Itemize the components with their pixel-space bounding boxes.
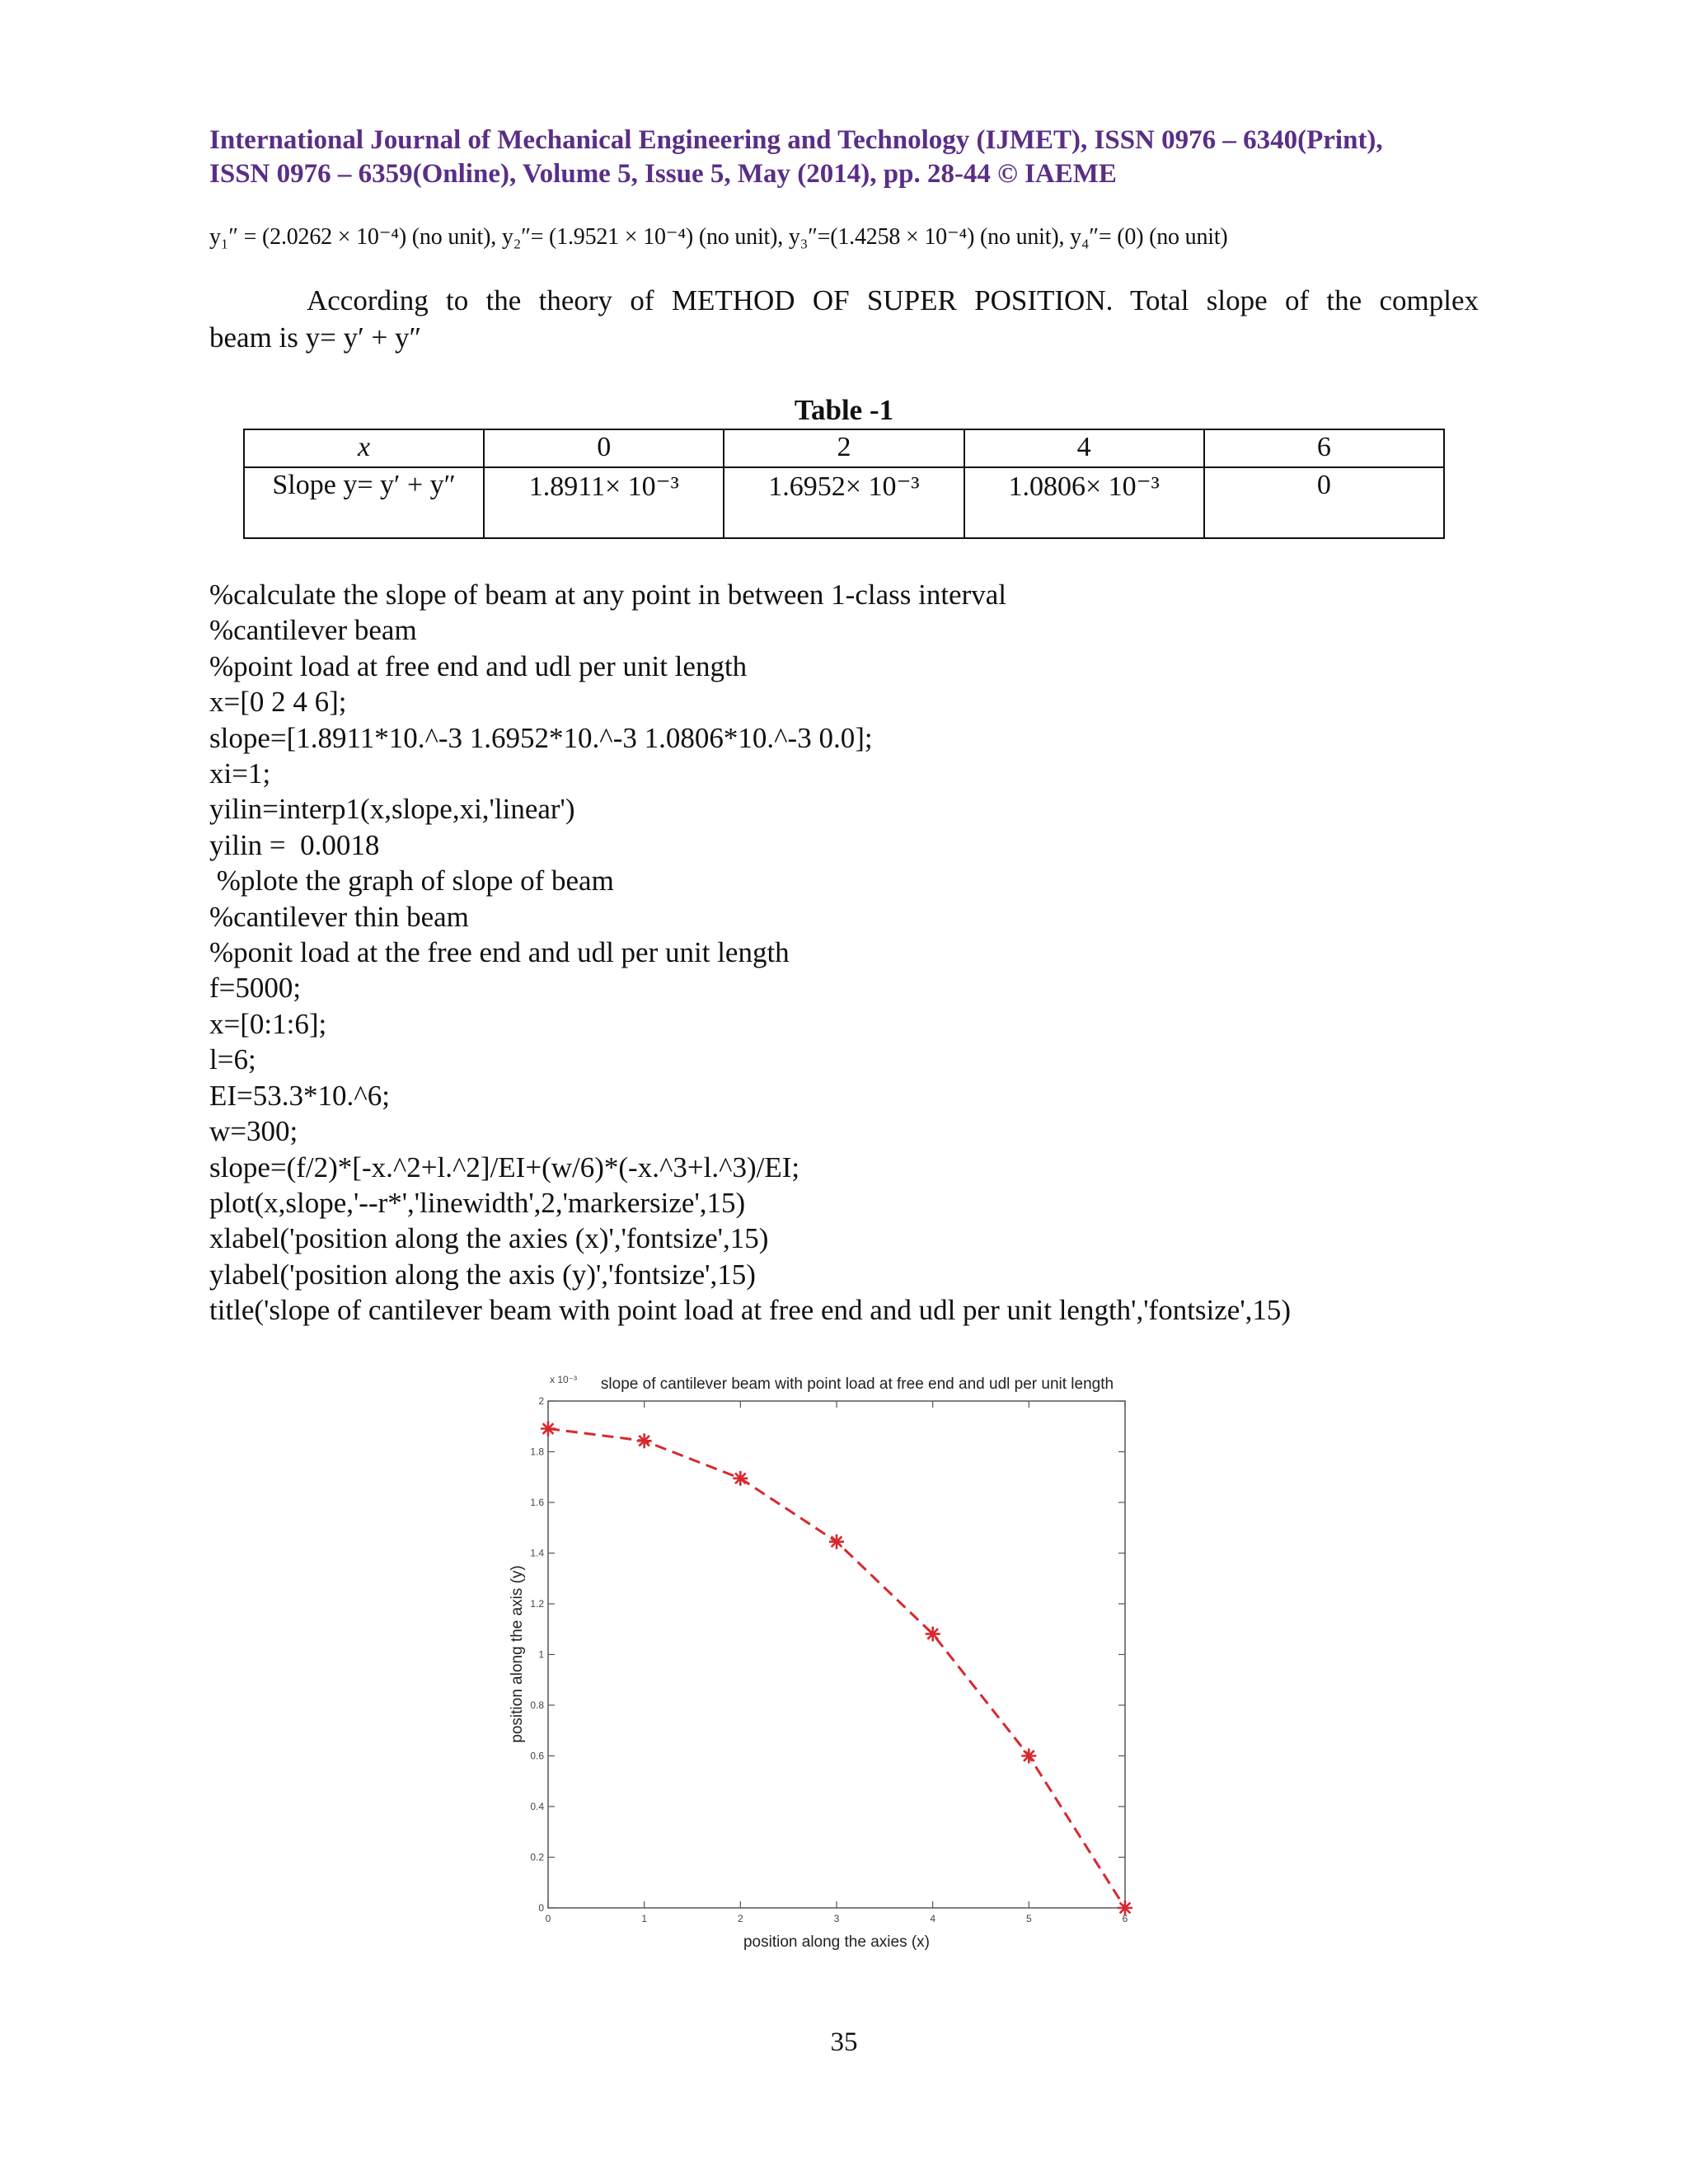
code-line: plot(x,slope,'--r*','linewidth',2,'markersize',15)	[209, 1186, 746, 1219]
y1-value: y₁″ = (2.0262 × 10⁻⁴) (no unit),	[209, 224, 497, 250]
y-tick-label: 0.6	[530, 1750, 544, 1762]
y-tick-label: 0.4	[530, 1801, 544, 1812]
x-tick-label: 1	[641, 1913, 648, 1924]
y-tick-label: 2	[538, 1395, 544, 1407]
table-cell: 4	[964, 429, 1204, 467]
chart-title: slope of cantilever beam with point load at free end and udl per unit length	[600, 1376, 1114, 1393]
x-tick-label: 3	[833, 1913, 840, 1924]
journal-header-line-2: ISSN 0976 – 6359(Online), Volume 5, Issue 5, May (2014), pp. 28-44 © IAEME	[209, 159, 1117, 189]
y-axis-label: position along the axis (y)	[509, 1565, 526, 1743]
code-line: %cantilever beam	[209, 614, 417, 647]
table-cell: 1.6952× 10⁻³	[724, 467, 964, 538]
data-point-marker	[926, 1627, 940, 1642]
y-tick-label: 1.8	[530, 1446, 544, 1458]
table-cell: 0	[484, 429, 724, 467]
code-line: %cantilever thin beam	[209, 900, 469, 933]
table-cell: 6	[1204, 429, 1444, 467]
code-line: slope=(f/2)*[-x.^2+l.^2]/EI+(w/6)*(-x.^3+l.^3)/EI;	[209, 1151, 800, 1183]
code-line: x=[0:1:6];	[209, 1007, 327, 1040]
code-line: %calculate the slope of beam at any point in between 1-class interval	[209, 579, 1006, 611]
journal-header-line-1: International Journal of Mechanical Engineering and Technology (IJMET), ISSN 0976 – 6340(Print),	[209, 125, 1383, 155]
plot-area	[548, 1401, 1125, 1908]
y-tick-label: 1.4	[530, 1547, 544, 1559]
table-cell: 1.8911× 10⁻³	[484, 467, 724, 538]
theory-line-1: According to the theory of METHOD OF SUPER POSITION. Total slope of the complex	[307, 284, 1479, 316]
y-exponent-label: x 10⁻³	[550, 1374, 578, 1385]
theory-paragraph	[209, 282, 1479, 356]
table-cell: x	[244, 429, 484, 467]
table-cell: 0	[1204, 467, 1444, 538]
table-caption: Table -1	[794, 394, 894, 426]
y-tick-label: 1	[538, 1648, 544, 1661]
code-line: %plote the graph of slope of beam	[209, 865, 614, 898]
slope-chart	[499, 1360, 1158, 1970]
table-cell: Slope y= y′ + y″	[244, 467, 484, 538]
table-cell: 2	[724, 429, 964, 467]
data-point-marker	[829, 1535, 844, 1549]
x-tick-label: 4	[930, 1913, 936, 1924]
code-line: f=5000;	[209, 972, 302, 1005]
slope-table	[243, 429, 1445, 539]
code-line: xlabel('position along the axies (x)','fontsize',15)	[209, 1222, 769, 1255]
code-line: xi=1;	[209, 757, 271, 790]
slope-chart-svg	[499, 1360, 1158, 1970]
data-point-marker	[1118, 1900, 1132, 1915]
y-tick-label: 0.8	[530, 1699, 544, 1711]
y2-value: y₂″= (1.9521 × 10⁻⁴) (no unit),	[501, 224, 784, 250]
data-point-marker	[541, 1422, 556, 1436]
code-line: yilin=interp1(x,slope,xi,'linear')	[209, 793, 575, 826]
x-tick-label: 5	[1025, 1913, 1032, 1924]
x-tick-label: 2	[737, 1913, 743, 1924]
y-tick-label: 0.2	[530, 1851, 544, 1863]
code-line: %ponit load at the free end and udl per unit length	[209, 936, 790, 969]
theory-line-2: beam is y= y′ + y″	[209, 321, 422, 354]
table-row	[244, 467, 1444, 538]
page-number: 35	[830, 2027, 858, 2057]
y4-value: y₄″= (0) (no unit)	[1070, 224, 1228, 250]
code-line: %point load at free end and udl per unit length	[209, 649, 748, 682]
x-tick-label: 0	[545, 1913, 551, 1924]
code-line: w=300;	[209, 1115, 298, 1148]
x-tick-label: 6	[1122, 1913, 1128, 1924]
table-header-row	[244, 429, 1444, 467]
data-point-marker	[733, 1471, 748, 1486]
code-line: l=6;	[209, 1043, 256, 1076]
code-line: EI=53.3*10.^6;	[209, 1079, 390, 1112]
code-line: slope=[1.8911*10.^-3 1.6952*10.^-3 1.0806*10.^-3 0.0];	[209, 721, 873, 754]
y-tick-label: 1.6	[530, 1497, 544, 1508]
code-line: title('slope of cantilever beam with point load at free end and udl per unit length','fontsize',15)	[209, 1294, 1292, 1327]
data-point-marker	[1021, 1749, 1036, 1764]
x-axis-label: position along the axies (x)	[743, 1933, 931, 1951]
matlab-code-block	[209, 577, 1495, 1329]
y-tick-label: 1.2	[530, 1598, 544, 1610]
deflection-values-line	[209, 223, 1495, 251]
y3-value: y₃″=(1.4258 × 10⁻⁴) (no unit),	[788, 224, 1065, 250]
code-line: ylabel('position along the axis (y)','fontsize',15)	[209, 1258, 756, 1291]
table-cell: 1.0806× 10⁻³	[964, 467, 1204, 538]
y-tick-label: 0	[538, 1902, 544, 1914]
journal-header	[209, 124, 1495, 191]
code-line: yilin = 0.0018	[209, 828, 380, 861]
code-line: x=[0 2 4 6];	[209, 686, 347, 719]
